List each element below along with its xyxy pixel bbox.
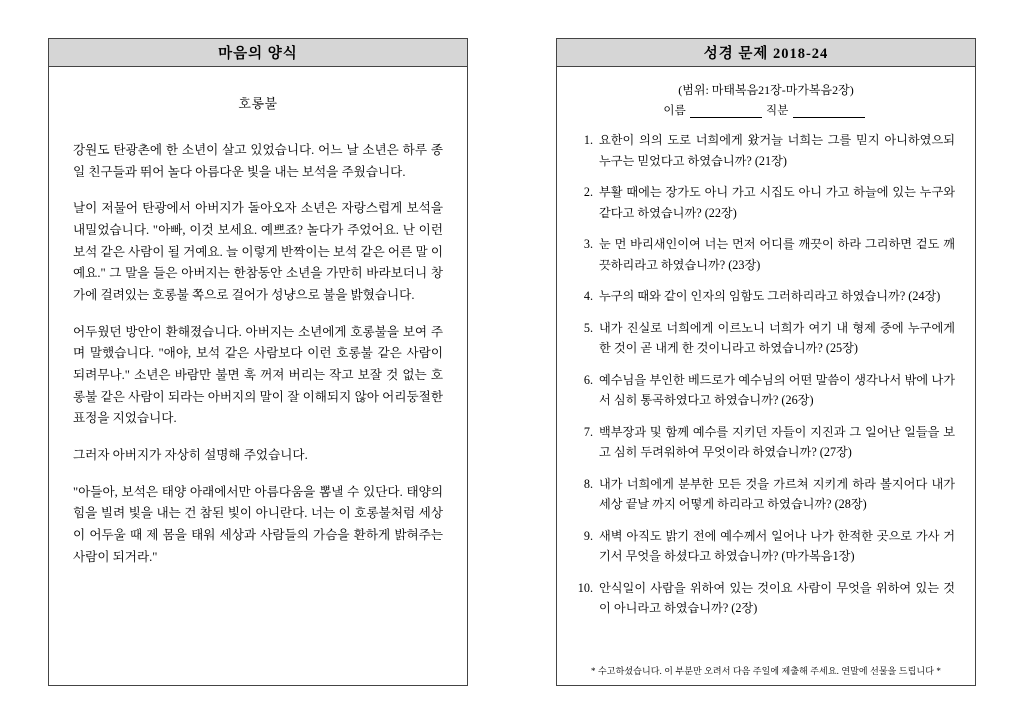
question-text: 누구의 때와 같이 인자의 임함도 그러하리라고 하였습니까? (24장): [599, 289, 941, 303]
list-item: [577, 526, 955, 567]
name-label: 이름: [663, 105, 686, 117]
name-input-blank[interactable]: [690, 106, 762, 118]
name-grade-line: [577, 102, 955, 118]
question-text: 내가 진실로 너희에게 이르노니 너희가 여기 내 형제 중에 누구에게 한 것이 곧 내게 한 것이니라고 하였습니까? (25장): [599, 320, 955, 355]
story-paragraph: 그러자 아버지가 자상히 설명해 주었습니다.: [73, 447, 308, 462]
question-text: 새벽 아직도 밝기 전에 예수께서 일어나 나가 한적한 곳으로 가사 거기서 무엇을 하셨다고 하였습니까? (마가복음1장): [599, 528, 955, 563]
question-text: 안식일이 사람을 위하여 있는 것이요 사람이 무엇을 위하여 있는 것이 아니라고 하였습니까? (2장): [599, 580, 955, 615]
question-number: 2.: [583, 185, 593, 199]
grade-label: 직분: [766, 105, 789, 117]
left-panel-title: 마음의 양식: [49, 39, 467, 67]
question-text: 눈 먼 바리새인이여 너는 먼저 어디를 깨끗이 하라 그리하면 겉도 깨끗하리라고 하였습니까? (23장): [599, 237, 955, 272]
list-item: [577, 234, 955, 275]
question-number: 6.: [583, 372, 593, 387]
question-text: 부활 때에는 장가도 아니 가고 시집도 아니 가고 하늘에 있는 누구와 같다고 하였습니까? (22장): [599, 185, 955, 220]
list-item: [577, 370, 955, 411]
footnote: * 수고하셨습니다. 이 부분만 오려서 다음 주일에 제출해 주세요. 연말에 선물을 드립니다 *: [591, 666, 941, 676]
question-number: 7.: [583, 424, 593, 439]
question-number: 3.: [583, 237, 593, 251]
left-document-page: [48, 38, 468, 686]
list-item: [577, 182, 955, 223]
quiz-scope: (범위: 마태복음21장-마가복음2장): [678, 83, 854, 97]
left-panel-body: [49, 67, 467, 685]
question-number: 4.: [583, 289, 593, 303]
question-number: 5.: [583, 320, 593, 335]
list-item: [577, 318, 955, 359]
question-number: 9.: [583, 528, 593, 543]
list-item: [577, 474, 955, 515]
question-number: 8.: [583, 476, 593, 491]
list-item: [577, 422, 955, 463]
story-paragraph: 어두웠던 방안이 환해졌습니다. 아버지는 소년에게 호롱불을 보여 주며 말했습니다. "애야, 보석 같은 사람보다 이런 호롱불 같은 사람이 되려무나." 소년은 바람만 불면 훅 꺼져 버리는 작고 보잘 것 없는 호롱불 같은 사람이 되라는 아버지의 말이 잘 이해되지 않아 어리둥절한 표정을 지었습니다.: [73, 324, 443, 426]
list-item: [577, 578, 955, 619]
question-text: 요한이 의의 도로 너희에게 왔거늘 너희는 그를 믿지 아니하였으되 누구는 믿었다고 하였습니까? (21장): [599, 133, 955, 168]
grade-input-blank[interactable]: [793, 106, 865, 118]
right-panel-title: 성경 문제 2018-24: [557, 39, 975, 67]
question-text: 예수님을 부인한 베드로가 예수님의 어떤 말씀이 생각나서 밖에 나가서 심히 통곡하였다고 하였습니까? (26장): [599, 372, 955, 407]
question-text: 내가 너희에게 분부한 모든 것을 가르쳐 지키게 하라 볼지어다 내가 세상 끝날 까지 어떻게 하리라고 하였습니까? (28장): [599, 476, 955, 511]
question-number: 10.: [577, 580, 593, 595]
right-document-page: [556, 38, 976, 686]
story-paragraph: 강원도 탄광촌에 한 소년이 살고 있었습니다. 어느 날 소년은 하루 종일 친구들과 뛰어 놀다 아름다운 빛을 내는 보석을 주웠습니다.: [73, 143, 443, 179]
story-title: 호롱불: [238, 96, 278, 111]
story-paragraph: 날이 저물어 탄광에서 아버지가 돌아오자 소년은 자랑스럽게 보석을 내밀었습니다. "아빠, 이것 보세요. 예쁘죠? 놀다가 주었어요. 난 이런 보석 같은 사람이 될 거예요. 늘 이렇게 반짝이는 보석 같은 어른 말 이예요." 그 말을 들은 아버지는 한참동안 소년을 가만히 바라보더니 창가에 걸려있는 호롱불 쪽으로 걸어가 성냥으로 불을 밝혔습니다.: [73, 201, 443, 302]
question-text: 백부장과 및 함께 예수를 지키던 자들이 지진과 그 일어난 일들을 보고 심히 두려워하여 무엇이라 하였습니까? (27장): [599, 424, 955, 459]
list-item: [577, 286, 955, 307]
question-number: 1.: [583, 133, 593, 147]
right-panel-body: [557, 67, 975, 685]
story-paragraph: "아들아, 보석은 태양 아래에서만 아름다움을 뽐낼 수 있단다. 태양의 힘을 빌려 빛을 내는 건 참된 빛이 아니란다. 너는 이 호롱불처럼 세상이 어두울 때 제 몸을 태워 세상과 사람들의 가슴을 환하게 밝혀주는 사람이 되거라.": [73, 484, 443, 564]
list-item: [577, 130, 955, 171]
question-list: [577, 130, 955, 658]
